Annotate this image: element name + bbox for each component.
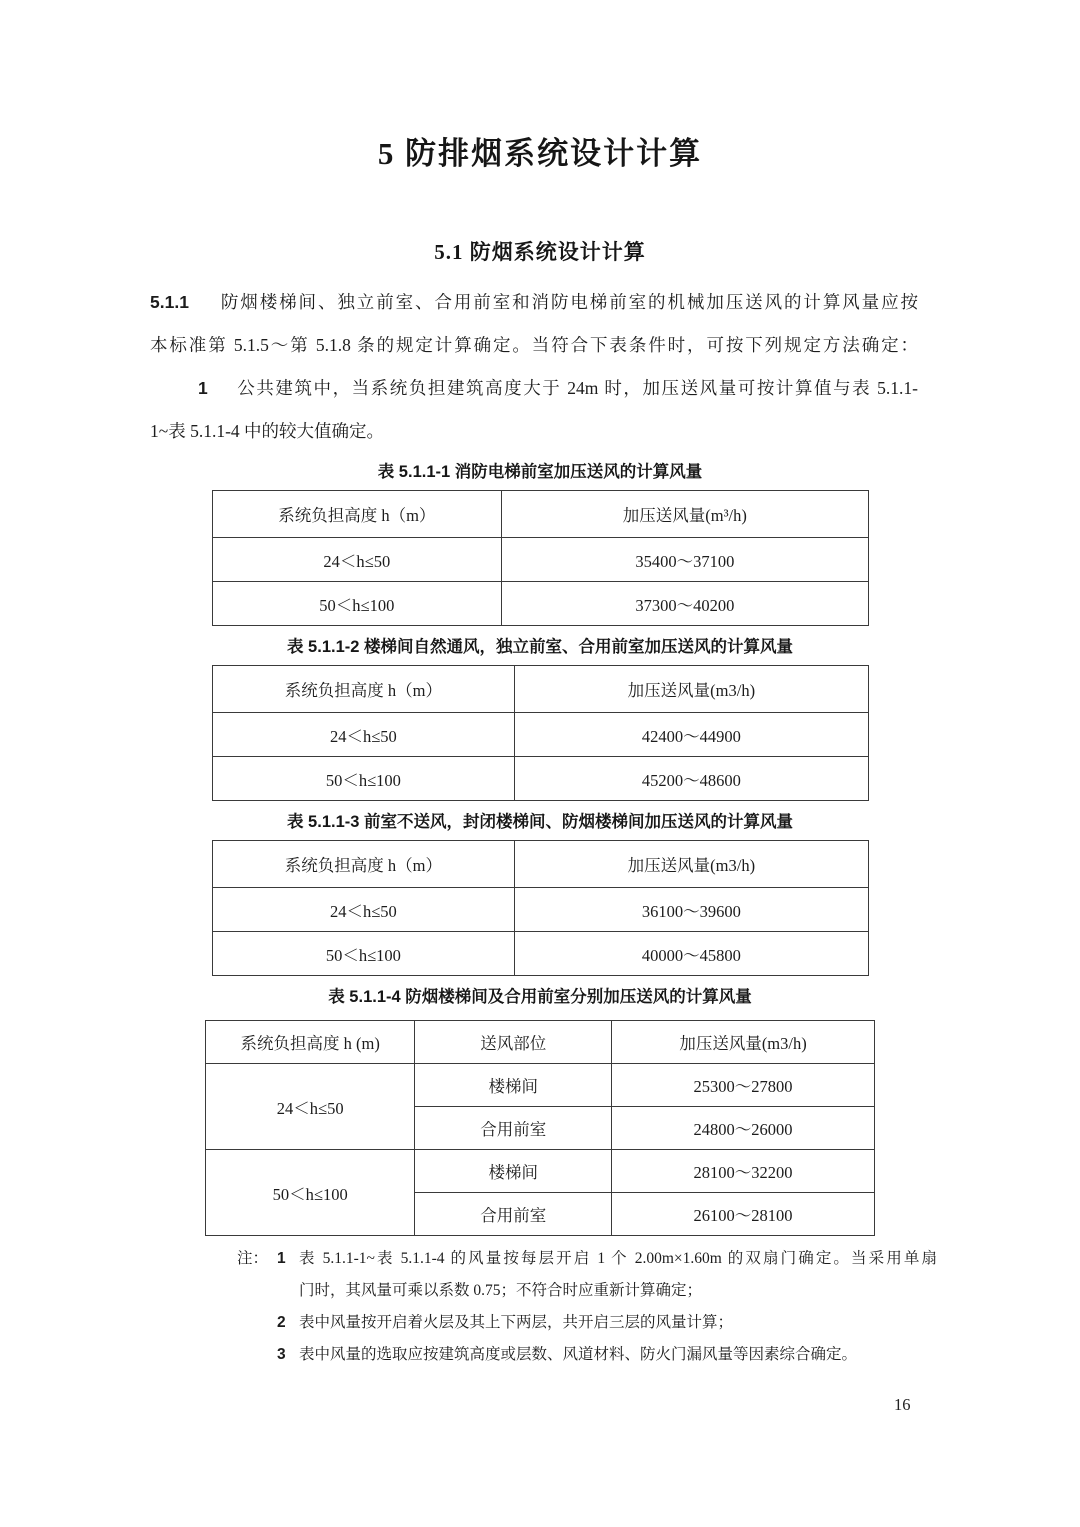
table-caption-5-1-1-3: 表 5.1.1-3 前室不送风，封闭楼梯间、防烟楼梯间加压送风的计算风量 xyxy=(286,813,794,831)
table-cell: 24800～26000 xyxy=(612,1107,875,1150)
column-header: 送风部位 xyxy=(415,1021,612,1064)
item-number: 1 xyxy=(198,378,208,398)
note-text: 表中风量的选取应按建筑高度或层数、风道材料、防火门漏风量等因素综合确定。 xyxy=(299,1346,858,1363)
table-cell: 50＜h≤100 xyxy=(213,757,515,801)
column-header: 系统负担高度 h（m） xyxy=(213,491,502,538)
column-header: 加压送风量(m3/h) xyxy=(514,841,868,888)
item-line-1 xyxy=(150,367,918,410)
column-header: 加压送风量(m³/h) xyxy=(501,491,868,538)
page-number: 16 xyxy=(894,1395,911,1414)
table-cell: 42400～44900 xyxy=(514,713,868,757)
table-cell: 37300～40200 xyxy=(501,582,868,626)
table-cell: 50＜h≤100 xyxy=(213,582,502,626)
table-cell: 合用前室 xyxy=(415,1107,612,1150)
item-text: 公共建筑中，当系统负担建筑高度大于 24m 时，加压送风量可按计算值与表 5.1.1- xyxy=(235,378,918,398)
column-header: 系统负担高度 h (m) xyxy=(206,1021,415,1064)
clause-line-1 xyxy=(150,281,918,324)
table-cell: 50＜h≤100 xyxy=(213,932,515,976)
column-header: 加压送风量(m3/h) xyxy=(514,666,868,713)
clause-text: 防烟楼梯间、独立前室、合用前室和消防电梯前室的机械加压送风的计算风量应按 xyxy=(218,292,918,312)
table-cell: 45200～48600 xyxy=(514,757,868,801)
table-cell: 楼梯间 xyxy=(415,1150,612,1193)
column-header: 系统负担高度 h（m） xyxy=(213,666,515,713)
table-5-1-1-1 xyxy=(212,490,869,626)
note-1 xyxy=(237,1243,937,1307)
table-cell: 24＜h≤50 xyxy=(213,888,515,932)
table-cell-height-range: 50＜h≤100 xyxy=(206,1150,415,1236)
clause-line-2: 本标准第 5.1.5～第 5.1.8 条的规定计算确定。当符合下表条件时，可按下列规定方法确定： xyxy=(150,335,918,355)
note-1-line-2: 门时，其风量可乘以系数 0.75；不符合时应重新计算确定； xyxy=(299,1282,703,1299)
note-3 xyxy=(237,1339,937,1371)
table-cell: 26100～28100 xyxy=(612,1193,875,1236)
table-cell: 35400～37100 xyxy=(501,538,868,582)
note-2 xyxy=(237,1307,937,1339)
table-cell: 40000～45800 xyxy=(514,932,868,976)
clause-5-1-1 xyxy=(150,281,918,453)
table-5-1-1-4 xyxy=(205,1020,875,1236)
table-cell: 楼梯间 xyxy=(415,1064,612,1107)
table-caption-5-1-1-1: 表 5.1.1-1 消防电梯前室加压送风的计算风量 xyxy=(377,463,703,481)
chapter-title: 5 防排烟系统设计计算 xyxy=(377,136,703,171)
table-cell: 36100～39600 xyxy=(514,888,868,932)
item-line-2: 1~表 5.1.1-4 中的较大值确定。 xyxy=(150,421,385,441)
table-cell: 24＜h≤50 xyxy=(213,538,502,582)
table-cell: 28100～32200 xyxy=(612,1150,875,1193)
section-title: 5.1 防烟系统设计计算 xyxy=(434,240,646,264)
note-text xyxy=(299,1243,937,1307)
table-cell: 合用前室 xyxy=(415,1193,612,1236)
table-cell: 25300～27800 xyxy=(612,1064,875,1107)
table-caption-5-1-1-4: 表 5.1.1-4 防烟楼梯间及合用前室分别加压送风的计算风量 xyxy=(328,988,752,1006)
note-number: 2 xyxy=(277,1314,286,1331)
table-5-1-1-3 xyxy=(212,840,869,976)
table-cell-height-range: 24＜h≤50 xyxy=(206,1064,415,1150)
note-number: 1 xyxy=(277,1250,286,1267)
note-number: 3 xyxy=(277,1346,286,1363)
notes-label: 注： xyxy=(237,1250,269,1267)
column-header: 加压送风量(m3/h) xyxy=(612,1021,875,1064)
note-1-line-1: 表 5.1.1-1~表 5.1.1-4 的风量按每层开启 1 个 2.00m×1.60m 的双扇门确定。当采用单扇 xyxy=(299,1250,937,1267)
table-caption-5-1-1-2: 表 5.1.1-2 楼梯间自然通风，独立前室、合用前室加压送风的计算风量 xyxy=(286,638,794,656)
table-cell: 24＜h≤50 xyxy=(213,713,515,757)
clause-number: 5.1.1 xyxy=(150,292,189,312)
table-notes xyxy=(237,1243,937,1371)
table-5-1-1-2 xyxy=(212,665,869,801)
column-header: 系统负担高度 h（m） xyxy=(213,841,515,888)
note-text: 表中风量按开启着火层及其上下两层，共开启三层的风量计算； xyxy=(299,1314,734,1331)
